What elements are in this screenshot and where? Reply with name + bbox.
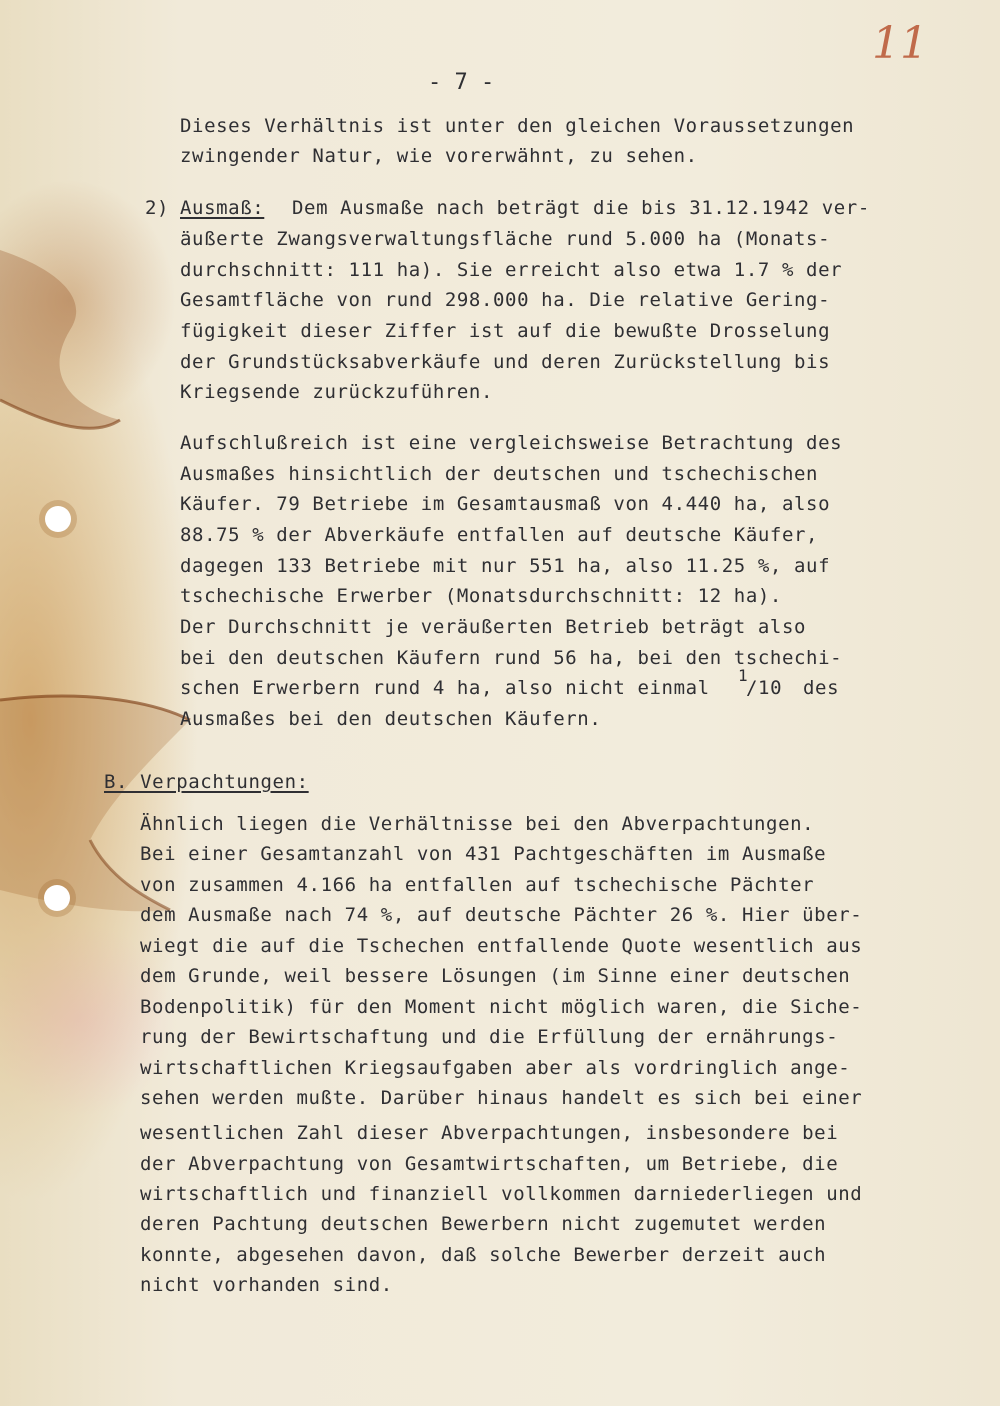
- fraction-denominator: /10: [746, 677, 783, 699]
- text-line: dem Ausmaße nach 74 %, auf deutsche Pächter 26 %. Hier über-: [140, 904, 863, 926]
- text-line: Ausmaßes hinsichtlich der deutschen und tschechischen: [180, 463, 819, 485]
- text-line: dagegen 133 Betriebe mit nur 551 ha, also 11.25 %, auf: [180, 555, 831, 577]
- text-line: Bei einer Gesamtanzahl von 431 Pachtgeschäften im Ausmaße: [140, 843, 827, 865]
- text-line: Dem Ausmaße nach beträgt die bis 31.12.1942 ver-: [292, 197, 870, 219]
- fraction-numerator: 1: [738, 666, 749, 685]
- text-line: schen Erwerbern rund 4 ha, also nicht einmal: [180, 677, 710, 699]
- text-line: Bodenpolitik) für den Moment nicht möglich waren, die Siche-: [140, 996, 863, 1018]
- text-line: wirtschaftlichen Kriegsaufgaben aber als vordringlich ange-: [140, 1057, 851, 1079]
- text-line: bei den deutschen Käufern rund 56 ha, bei den tschechi-: [180, 647, 843, 669]
- text-line: der Abverpachtung von Gesamtwirtschaften, um Betriebe, die: [140, 1153, 839, 1175]
- text-line: 88.75 % der Abverkäufe entfallen auf deutsche Käufer,: [180, 524, 819, 546]
- text-line: wiegt die auf die Tschechen entfallende Quote wesentlich aus: [140, 935, 863, 957]
- section-b-heading: B. Verpachtungen:: [104, 771, 309, 793]
- text-line: Der Durchschnitt je veräußerten Betrieb beträgt also: [180, 616, 807, 638]
- text-line: Gesamtfläche von rund 298.000 ha. Die relative Gering-: [180, 289, 831, 311]
- folio-number: 11: [872, 18, 928, 69]
- punch-hole-bottom: [44, 885, 70, 911]
- punch-hole-top: [45, 506, 71, 532]
- text-line: des: [803, 677, 840, 699]
- text-line: tschechische Erwerber (Monatsdurchschnitt: 12 ha).: [180, 585, 782, 607]
- text-line: sehen werden mußte. Darüber hinaus handelt es sich bei einer: [140, 1087, 863, 1109]
- text-line: rung der Bewirtschaftung und die Erfüllung der ernährungs-: [140, 1026, 839, 1048]
- text-line: Ausmaßes bei den deutschen Käufern.: [180, 708, 602, 730]
- page-number: - 7 -: [428, 70, 495, 95]
- text-line: von zusammen 4.166 ha entfallen auf tschechische Pächter: [140, 874, 815, 896]
- text-line: wesentlichen Zahl dieser Abverpachtungen, insbesondere bei: [140, 1122, 839, 1144]
- text-line: wirtschaftlich und finanziell vollkommen darniederliegen und: [140, 1183, 863, 1205]
- text-line: nicht vorhanden sind.: [140, 1274, 393, 1296]
- item-2-marker: 2): [145, 197, 170, 219]
- text-line: durchschnitt: 111 ha). Sie erreicht also etwa 1.7 % der: [180, 259, 843, 281]
- text-line: Ähnlich liegen die Verhältnisse bei den Abverpachtungen.: [140, 813, 815, 835]
- text-line: fügigkeit dieser Ziffer ist auf die bewußte Drosselung: [180, 320, 831, 342]
- text-line: Aufschlußreich ist eine vergleichsweise Betrachtung des: [180, 432, 843, 454]
- text-line: äußerte Zwangsverwaltungsfläche rund 5.000 ha (Monats-: [180, 228, 831, 250]
- text-line: dem Grunde, weil bessere Lösungen (im Sinne einer deutschen: [140, 965, 851, 987]
- text-line: der Grundstücksabverkäufe und deren Zurückstellung bis: [180, 351, 831, 373]
- item-2-label: Ausmaß:: [180, 197, 265, 219]
- text-line: zwingender Natur, wie vorerwähnt, zu sehen.: [180, 145, 698, 167]
- text-line: deren Pachtung deutschen Bewerbern nicht zugemutet werden: [140, 1213, 827, 1235]
- text-line: konnte, abgesehen davon, daß solche Bewerber derzeit auch: [140, 1244, 827, 1266]
- text-line: Dieses Verhältnis ist unter den gleichen Voraussetzungen: [180, 115, 855, 137]
- text-line: Käufer. 79 Betriebe im Gesamtausmaß von 4.440 ha, also: [180, 493, 831, 515]
- text-line: Kriegsende zurückzuführen.: [180, 381, 494, 403]
